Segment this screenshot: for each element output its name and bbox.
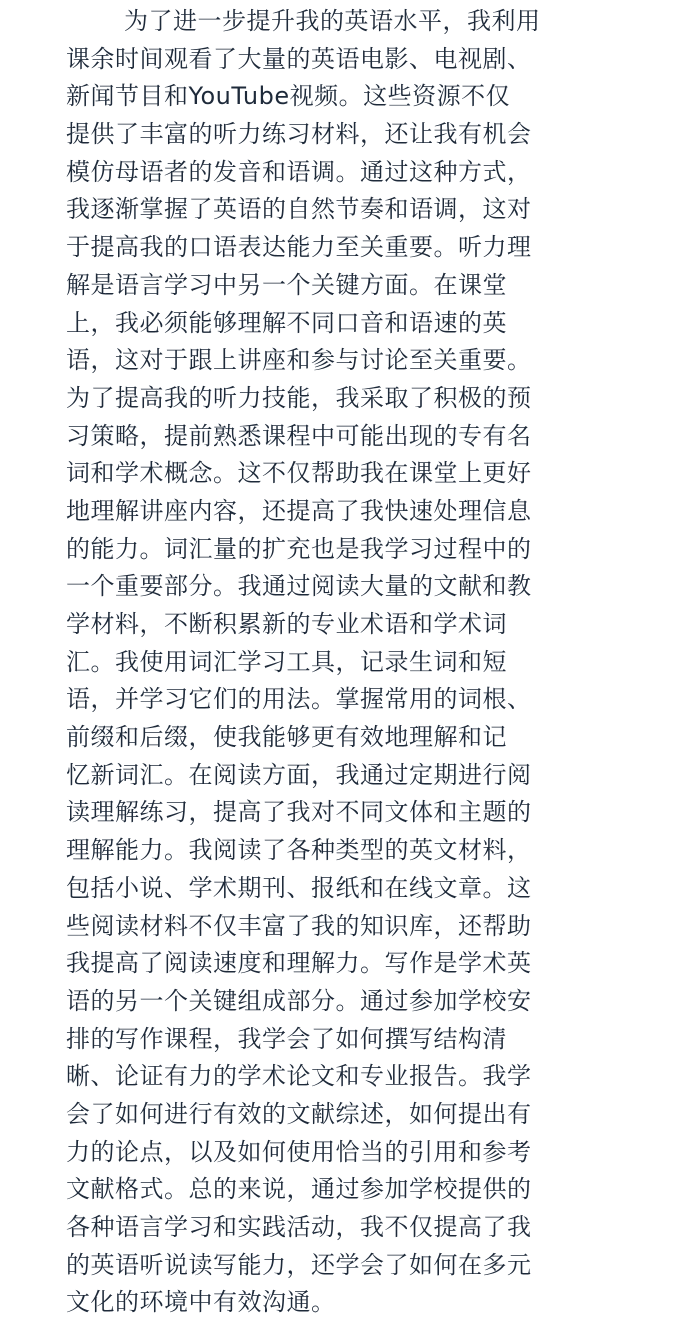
paragraph-line-7: 于提高我的口语表达能力至关重要。听力理 <box>66 233 532 262</box>
paragraph-line-11: 为了提高我的听力技能，我采取了积极的预 <box>66 383 532 412</box>
paragraph-line-24: 包括小说、学术期刊、报纸和在线文章。这 <box>66 873 532 902</box>
paragraph-line-32: 文献格式。总的来说，通过参加学校提供的 <box>66 1175 532 1204</box>
paragraph-line-25: 些阅读材料不仅丰富了我的知识库，还帮助 <box>66 911 532 940</box>
paragraph-line-30: 会了如何进行有效的文献综述，如何提出有 <box>66 1099 532 1128</box>
paragraph-line-26: 我提高了阅读速度和理解力。写作是学术英 <box>66 949 532 978</box>
paragraph-line-10: 语，这对于跟上讲座和参与讨论至关重要。 <box>66 346 532 375</box>
paragraph-line-21: 忆新词汇。在阅读方面，我通过定期进行阅 <box>66 760 532 789</box>
paragraph-line-19: 语，并学习它们的用法。掌握常用的词根、 <box>66 685 532 714</box>
paragraph-line-35: 文化的环境中有效沟通。 <box>66 1288 336 1317</box>
paragraph-line-31: 力的论点，以及如何使用恰当的引用和参考 <box>66 1137 532 1166</box>
paragraph-line-5: 模仿母语者的发音和语调。通过这种方式， <box>66 157 532 186</box>
paragraph-line-4: 提供了丰富的听力练习材料，还让我有机会 <box>66 120 532 149</box>
paragraph-line-22: 读理解练习，提高了我对不同文体和主题的 <box>66 798 532 827</box>
paragraph-line-29: 晰、论证有力的学术论文和专业报告。我学 <box>66 1062 532 1091</box>
paragraph-line-17: 学材料，不断积累新的专业术语和学术词 <box>66 610 507 638</box>
paragraph-line-33: 各种语言学习和实践活动，我不仅提高了我 <box>66 1213 532 1241</box>
paragraph-line-8: 解是语言学习中另一个关键方面。在课堂 <box>66 270 507 299</box>
paragraph-line-12: 习策略，提前熟悉课程中可能出现的专有名 <box>66 421 532 450</box>
paragraph-line-14: 地理解讲座内容，还提高了我快速处理信息 <box>66 496 532 525</box>
paragraph-line-23: 理解能力。我阅读了各种类型的英文材料， <box>66 836 532 865</box>
paragraph-line-9: 上，我必须能够理解不同口音和语速的英 <box>66 308 507 337</box>
essay-paragraph <box>66 3 626 1322</box>
paragraph-line-6: 我逐渐掌握了英语的自然节奏和语调，这对 <box>66 195 532 224</box>
paragraph-line-3: 新闻节目和YouTube视频。这些资源不仅 <box>66 82 511 111</box>
paragraph-line-20: 前缀和后缀，使我能够更有效地理解和记 <box>66 723 507 752</box>
paragraph-line-13: 词和学术概念。这不仅帮助我在课堂上更好 <box>66 459 532 488</box>
paragraph-line-16: 一个重要部分。我通过阅读大量的文献和教 <box>66 572 532 601</box>
paragraph-line-27: 语的另一个关键组成部分。通过参加学校安 <box>66 986 532 1015</box>
paragraph-line-15: 的能力。词汇量的扩充也是我学习过程中的 <box>66 534 532 563</box>
paragraph-line-34: 的英语听说读写能力，还学会了如何在多元 <box>66 1250 532 1279</box>
paragraph-line-28: 排的写作课程，我学会了如何撰写结构清 <box>66 1024 507 1053</box>
paragraph-line-18: 汇。我使用词汇学习工具，记录生词和短 <box>66 647 507 676</box>
paragraph-line-1: 为了进一步提升我的英语水平，我利用 <box>124 7 541 35</box>
paragraph-line-2: 课余时间观看了大量的英语电影、电视剧、 <box>66 44 532 73</box>
